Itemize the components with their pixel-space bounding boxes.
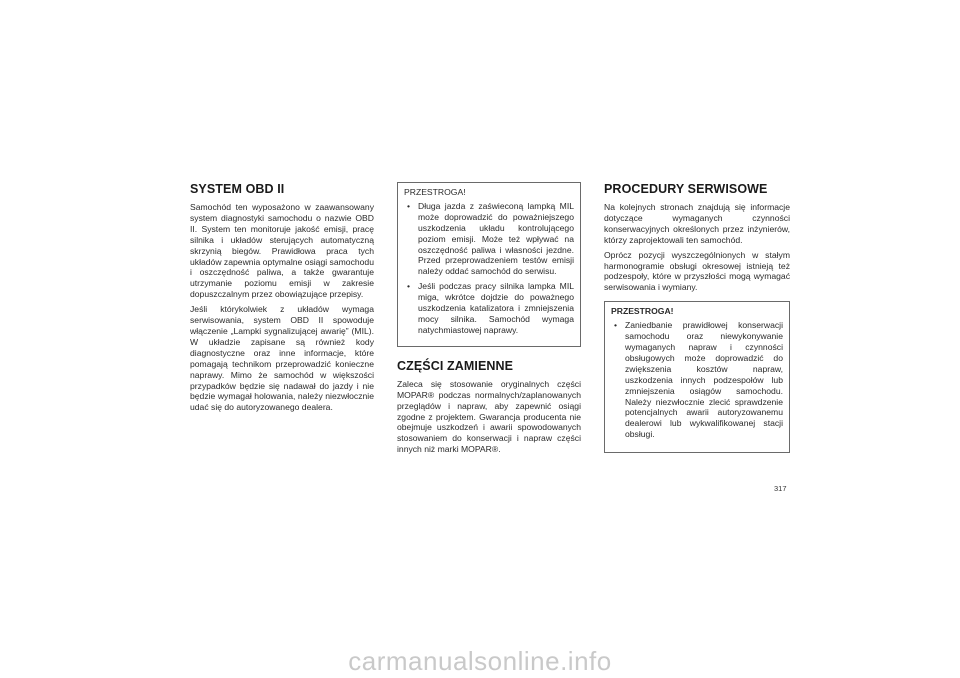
warning-title: PRZESTROGA! xyxy=(611,306,674,317)
section-service-procedures xyxy=(604,182,790,453)
service-paragraph-2: Oprócz pozycji wyszczególnionych w stałym harmonogramie obsługi okresowej istnieją też podzespoły, które w przyszłości mogą wymagać serwisowania i wymiany. xyxy=(604,249,790,293)
warning-item xyxy=(404,281,574,336)
warning-list xyxy=(611,320,783,440)
service-paragraph-1: Na kolejnych stronach znajdują się informacje dotyczące wymaganych czynności konserwacyjnych określonych przez inżynierów, którzy zaprojektowali ten samochód. xyxy=(604,202,790,245)
bullet-icon: • xyxy=(407,200,411,211)
warning-item-text: Jeśli podczas pracy silnika lampka MIL miga, wkrótce dojdzie do poważnego uszkodzenia katalizatora i zmniejszenia mocy silnika. Samochód wymaga natychmiastowej naprawy. xyxy=(418,281,574,335)
warning-title: PRZESTROGA! xyxy=(404,187,466,197)
warning-item-text: Długa jazda z zaświeconą lampką MIL może doprowadzić do poważniejszego uszkodzenia układu kontrolującego poziom emisji. Może też wpływać na oszczędność paliwa i własności jezdne. Przed przeprowadzeniem testów emisji należy oddać samochód do serwisu. xyxy=(418,200,574,277)
warning-item-text: Zaniedbanie prawidłowej konserwacji samochodu oraz niewykonywanie wymaganych napraw i czynności obsługowych może doprowadzić do zwiększenia kosztów napraw, uszkodzenia innych podzespołów lub zmniejszenia osiągów samochodu. Należy niezwłocznie zlecić sprawdzenie potencjalnych awarii autoryzowanemu dealerowi lub wykwalifikowanej stacji obsługi. xyxy=(625,320,783,440)
bullet-icon: • xyxy=(614,320,618,331)
warning-item xyxy=(404,201,574,277)
warning-box-maintenance xyxy=(604,301,790,453)
section-title-obd: SYSTEM OBD II xyxy=(190,182,285,196)
obd-paragraph-1: Samochód ten wyposażono w zaawansowany system diagnostyki samochodu o nazwie OBD II. System ten monitoruje jakość emisji, pracę silnika i układów sterujących automatyczną skrzynią biegów. Prawidłowa praca tych układów zapewnia optymalne osiągi samochodu i oszczędność paliwa, a także gwarantuje utrzymanie poziomu emisji w zakresie dopuszczalnym przez obowiązujące przepisy. xyxy=(190,202,374,300)
warning-item xyxy=(611,320,783,440)
bullet-icon: • xyxy=(407,281,411,292)
page-number: 317 xyxy=(774,484,787,493)
section-warning-and-parts xyxy=(397,182,581,459)
section-title-service: PROCEDURY SERWISOWE xyxy=(604,182,768,196)
section-title-parts: CZĘŚCI ZAMIENNE xyxy=(397,358,514,373)
watermark: carmanualsonline.info xyxy=(348,646,612,676)
warning-list xyxy=(404,201,574,336)
section-obd-ii xyxy=(190,182,374,417)
parts-paragraph: Zaleca się stosowanie oryginalnych części MOPAR® podczas normalnych/zaplanowanych przeglądów i napraw, aby zapewnić osiągi zgodne z projektem. Gwarancja producenta nie obejmuje uszkodzeń i awarii spowodowanych stosowaniem do konserwacji i napraw części innych niż marki MOPAR®. xyxy=(397,378,581,455)
warning-box-mil xyxy=(397,182,581,347)
obd-paragraph-2: Jeśli którykolwiek z układów wymaga serwisowania, system OBD II spowoduje włączenie „Lampki sygnalizującej awarię” (MIL). W układzie zapisane są również kody diagnostyczne oraz inne informacje, które pomagają technikom przeprowadzić konieczne naprawy. Mimo że samochód w większości przypadków będzie się nadawał do jazdy i nie będzie wymagał holowania, należy niezwłocznie udać się do autoryzowanego dealera. xyxy=(190,304,374,413)
